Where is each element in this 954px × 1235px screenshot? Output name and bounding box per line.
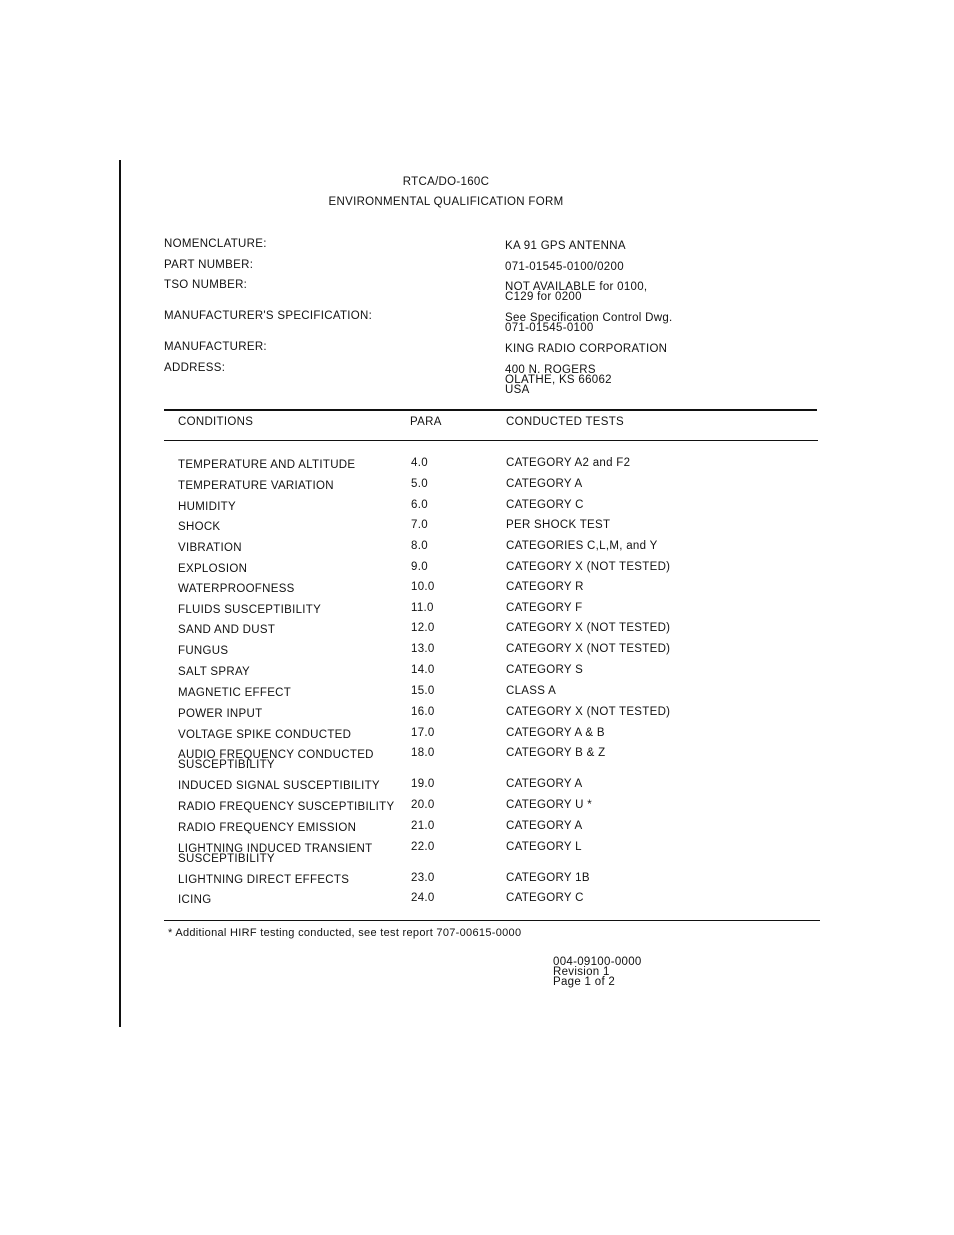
field-value <box>505 344 667 354</box>
document-info-line: 004-09100-0000 <box>553 956 642 968</box>
para-cell: 7.0 <box>411 519 428 531</box>
condition-cell <box>178 709 403 719</box>
field-value-line: 071-01545-0100 <box>505 322 594 334</box>
document-info-line: Page 1 of 2 <box>553 976 616 988</box>
para-cell: 19.0 <box>411 778 435 790</box>
condition-line: SUSCEPTIBILITY <box>178 759 275 771</box>
condition-cell <box>178 522 403 532</box>
condition-line: MAGNETIC EFFECT <box>178 687 292 699</box>
conducted-test-cell: CATEGORY X (NOT TESTED) <box>506 706 671 718</box>
conducted-test-cell: CATEGORY X (NOT TESTED) <box>506 561 671 573</box>
conducted-test-cell: CATEGORY F <box>506 602 583 614</box>
condition-line: TEMPERATURE AND ALTITUDE <box>178 459 356 471</box>
field-value <box>505 313 673 333</box>
conducted-test-cell: CATEGORY C <box>506 499 584 511</box>
condition-line: LIGHTNING DIRECT EFFECTS <box>178 874 350 886</box>
condition-line: RADIO FREQUENCY EMISSION <box>178 822 357 834</box>
condition-cell <box>178 625 403 635</box>
conducted-test-cell: CATEGORY R <box>506 581 584 593</box>
condition-line: SUSCEPTIBILITY <box>178 853 275 865</box>
condition-line: SHOCK <box>178 521 221 533</box>
conducted-test-cell: CATEGORY A <box>506 478 583 490</box>
conducted-test-cell: CATEGORY A <box>506 778 583 790</box>
condition-cell <box>178 502 403 512</box>
para-cell: 5.0 <box>411 478 428 490</box>
condition-cell <box>178 667 403 677</box>
conducted-test-cell: PER SHOCK TEST <box>506 519 611 531</box>
condition-cell <box>178 730 403 740</box>
field-value-line: KA 91 GPS ANTENNA <box>505 240 626 252</box>
document-info-line: Revision 1 <box>553 966 610 978</box>
para-cell: 16.0 <box>411 706 435 718</box>
footnote: * Additional HIRF testing conducted, see test report 707-00615-0000 <box>168 927 522 939</box>
para-cell: 13.0 <box>411 643 435 655</box>
field-value <box>505 365 612 395</box>
field-label: ADDRESS: <box>164 362 226 374</box>
field-value-line: USA <box>505 384 530 396</box>
conducted-test-cell: CATEGORY A <box>506 820 583 832</box>
field-value-line: KING RADIO CORPORATION <box>505 343 668 355</box>
field-label: NOMENCLATURE: <box>164 238 267 250</box>
table-top-rule <box>164 409 817 411</box>
condition-cell <box>178 605 403 615</box>
conducted-test-cell: CATEGORY A2 and F2 <box>506 457 631 469</box>
field-label: PART NUMBER: <box>164 259 254 271</box>
table-bottom-rule <box>164 920 820 921</box>
field-value-line: NOT AVAILABLE for 0100, <box>505 281 648 293</box>
para-cell: 12.0 <box>411 622 435 634</box>
conducted-test-cell: CATEGORY C <box>506 892 584 904</box>
para-cell: 10.0 <box>411 581 435 593</box>
document-number-block <box>553 957 642 987</box>
condition-line: FLUIDS SUSCEPTIBILITY <box>178 604 322 616</box>
field-value-line: 071-01545-0100/0200 <box>505 261 624 273</box>
condition-cell <box>178 688 403 698</box>
condition-cell <box>178 584 403 594</box>
condition-cell <box>178 781 403 791</box>
para-cell: 11.0 <box>411 602 434 614</box>
para-cell: 8.0 <box>411 540 428 552</box>
form-title: ENVIRONMENTAL QUALIFICATION FORM <box>328 196 564 208</box>
conducted-test-cell: CATEGORY S <box>506 664 584 676</box>
field-value-line: 400 N. ROGERS <box>505 364 596 376</box>
para-cell: 22.0 <box>411 841 435 853</box>
conducted-test-cell: CATEGORY L <box>506 841 582 853</box>
para-cell: 21.0 <box>411 820 435 832</box>
para-cell: 23.0 <box>411 872 435 884</box>
conducted-test-cell: CATEGORY A & B <box>506 727 605 739</box>
para-cell: 6.0 <box>411 499 428 511</box>
condition-line: VIBRATION <box>178 542 242 554</box>
condition-line: AUDIO FREQUENCY CONDUCTED <box>178 749 374 761</box>
field-value-line: See Specification Control Dwg. <box>505 312 673 324</box>
condition-line: TEMPERATURE VARIATION <box>178 480 334 492</box>
field-value-line: OLATHE, KS 66062 <box>505 374 612 386</box>
condition-line: RADIO FREQUENCY SUSCEPTIBILITY <box>178 801 395 813</box>
condition-cell <box>178 564 403 574</box>
para-cell: 14.0 <box>411 664 435 676</box>
para-cell: 20.0 <box>411 799 435 811</box>
column-header-conducted-tests: CONDUCTED TESTS <box>506 416 625 428</box>
field-value <box>505 241 626 251</box>
conducted-test-cell: CLASS A <box>506 685 557 697</box>
condition-cell <box>178 460 403 470</box>
condition-line: INDUCED SIGNAL SUSCEPTIBILITY <box>178 780 380 792</box>
para-cell: 9.0 <box>411 561 428 573</box>
condition-line: ICING <box>178 894 212 906</box>
conducted-test-cell: CATEGORY B & Z <box>506 747 606 759</box>
field-value <box>505 262 624 272</box>
condition-line: SAND AND DUST <box>178 624 276 636</box>
margin-bar <box>119 160 121 1027</box>
conducted-test-cell: CATEGORY X (NOT TESTED) <box>506 622 671 634</box>
para-cell: 18.0 <box>411 747 435 759</box>
condition-cell <box>178 543 403 553</box>
condition-cell <box>178 750 403 770</box>
condition-line: HUMIDITY <box>178 501 236 513</box>
conducted-test-cell: CATEGORIES C,L,M, and Y <box>506 540 658 552</box>
condition-cell <box>178 823 403 833</box>
condition-cell <box>178 646 403 656</box>
condition-line: FUNGUS <box>178 645 229 657</box>
column-header-conditions: CONDITIONS <box>178 416 254 428</box>
para-cell: 24.0 <box>411 892 435 904</box>
para-cell: 17.0 <box>411 727 435 739</box>
condition-line: SALT SPRAY <box>178 666 251 678</box>
field-label: MANUFACTURER: <box>164 341 267 353</box>
condition-cell <box>178 875 403 885</box>
para-cell: 4.0 <box>411 457 428 469</box>
condition-line: LIGHTNING INDUCED TRANSIENT <box>178 843 373 855</box>
condition-cell <box>178 844 403 864</box>
condition-line: WATERPROOFNESS <box>178 583 295 595</box>
conducted-test-cell: CATEGORY U * <box>506 799 593 811</box>
condition-cell <box>178 481 403 491</box>
column-header-para: PARA <box>410 416 442 428</box>
condition-line: VOLTAGE SPIKE CONDUCTED <box>178 729 352 741</box>
field-label: TSO NUMBER: <box>164 279 248 291</box>
condition-cell <box>178 895 403 905</box>
condition-line: POWER INPUT <box>178 708 263 720</box>
conducted-test-cell: CATEGORY X (NOT TESTED) <box>506 643 671 655</box>
field-value-line: C129 for 0200 <box>505 291 582 303</box>
condition-line: EXPLOSION <box>178 563 248 575</box>
header-bottom-rule <box>164 440 818 441</box>
condition-cell <box>178 802 403 812</box>
field-label: MANUFACTURER'S SPECIFICATION: <box>164 310 373 322</box>
standard-title: RTCA/DO-160C <box>402 176 490 188</box>
para-cell: 15.0 <box>411 685 435 697</box>
conducted-test-cell: CATEGORY 1B <box>506 872 590 884</box>
field-value <box>505 282 647 302</box>
